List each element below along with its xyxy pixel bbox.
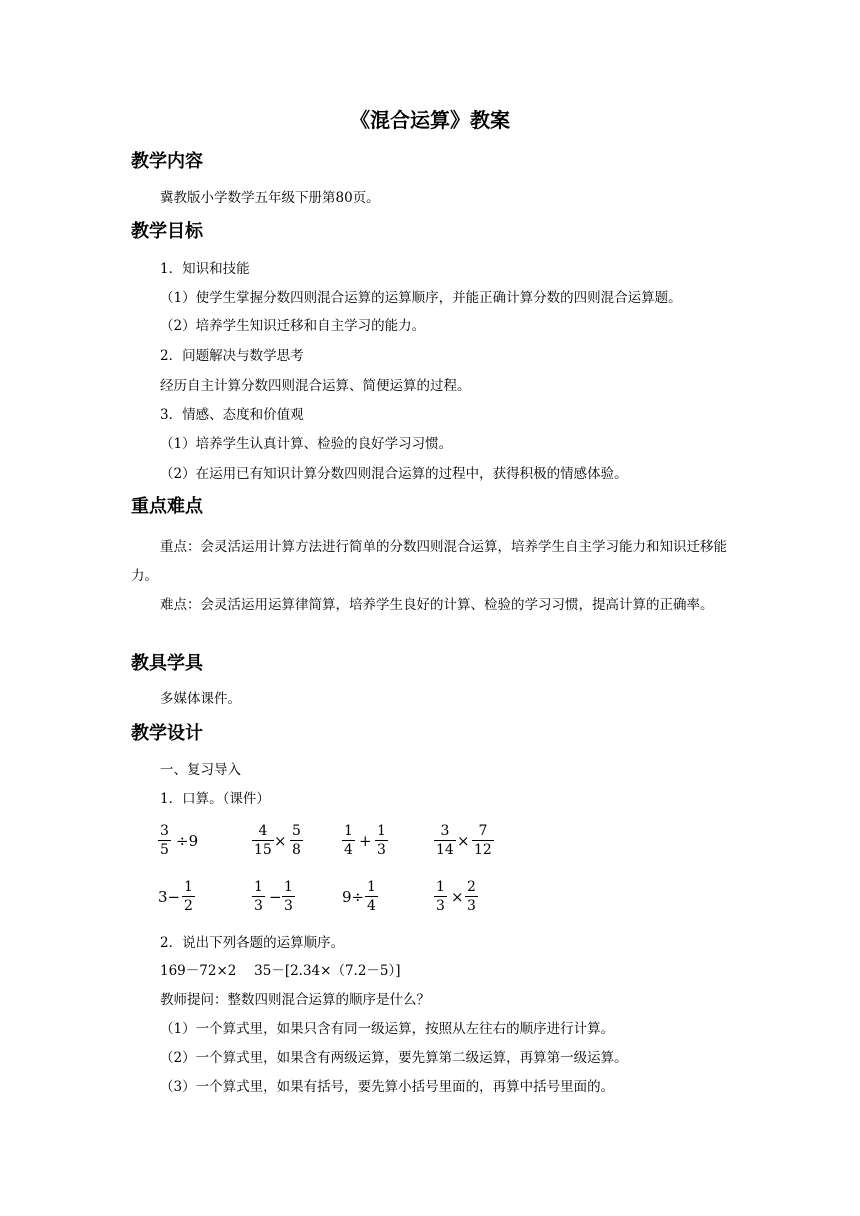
key-point-focus: 重点：会灵活运用计算方法进行简单的分数四则混合运算，培养学生自主学习能力和知识迁移能力。 <box>131 539 727 584</box>
tools-text: 多媒体课件。 <box>160 691 241 707</box>
heading-teaching-design: 教学设计 <box>131 723 203 744</box>
fraction: $\frac{1}{2}$ <box>184 879 193 914</box>
design-intro: 一、复习导入 <box>160 762 241 778</box>
fraction: $\frac{3}{5}$ <box>160 823 169 858</box>
heading-teaching-tools: 教具学具 <box>131 653 203 674</box>
content-text: 冀教版小学数学五年级下册第80页。 <box>160 190 380 206</box>
goal-line: 3．情感、态度和价值观 <box>160 407 304 423</box>
fraction: $\frac{2}{3}$ <box>467 879 476 914</box>
operator: 3− <box>158 888 181 906</box>
heading-key-points: 重点难点 <box>131 496 203 517</box>
heading-teaching-content: 教学内容 <box>131 151 203 172</box>
goal-line: （2）在运用已有知识计算分数四则混合运算的过程中，获得积极的情感体验。 <box>160 466 628 482</box>
goal-line: 经历自主计算分数四则混合运算、简便运算的过程。 <box>160 378 471 394</box>
fraction: $\frac{4}{15}$ <box>254 823 272 858</box>
fraction: $\frac{1}{3}$ <box>436 879 445 914</box>
goal-line: （1）培养学生认真计算、检验的良好学习习惯。 <box>160 436 453 452</box>
design-item-2: 2．说出下列各题的运算顺序。 <box>160 935 345 951</box>
goal-line: 2．问题解决与数学思考 <box>160 348 304 364</box>
fraction: $\frac{1}{3}$ <box>254 879 263 914</box>
goal-line: （2）培养学生知识迁移和自主学习的能力。 <box>160 318 426 334</box>
design-item-1: 1．口算。（课件） <box>160 791 270 807</box>
fraction: $\frac{1}{3}$ <box>284 879 293 914</box>
operator: + <box>359 832 372 850</box>
operator: 9÷ <box>342 888 365 906</box>
fraction: $\frac{1}{4}$ <box>367 879 376 914</box>
fraction: $\frac{1}{3}$ <box>377 823 386 858</box>
operator: × <box>274 832 287 850</box>
operator: ÷9 <box>176 832 199 850</box>
answer-line: （1）一个算式里，如果只含有同一级运算，按照从左往右的顺序进行计算。 <box>160 1021 615 1037</box>
heading-teaching-goals: 教学目标 <box>131 221 203 242</box>
operator: − <box>269 888 282 906</box>
key-point-difficulty: 难点：会灵活运用运算律简算，培养学生良好的计算、检验的学习习惯，提高计算的正确率。 <box>160 597 714 613</box>
operator: × <box>451 888 464 906</box>
document-title: 《混合运算》教案 <box>350 108 510 132</box>
fraction: $\frac{7}{12}$ <box>474 823 492 858</box>
answer-line: （2）一个算式里，如果含有两级运算，要先算第二级运算，再算第一级运算。 <box>160 1050 628 1066</box>
fraction: $\frac{1}{4}$ <box>344 823 353 858</box>
expression-line: 169－72×2 35－[2.34×（7.2－5）] <box>160 963 401 979</box>
fraction: $\frac{5}{8}$ <box>292 823 301 858</box>
answer-line: （3）一个算式里，如果有括号，要先算小括号里面的，再算中括号里面的。 <box>160 1079 615 1095</box>
fraction: $\frac{3}{14}$ <box>436 823 454 858</box>
operator: × <box>457 832 470 850</box>
teacher-question: 教师提问：整数四则混合运算的顺序是什么？ <box>160 992 430 1008</box>
goal-line: 1．知识和技能 <box>160 261 250 277</box>
goal-line: （1）使学生掌握分数四则混合运算的运算顺序，并能正确计算分数的四则混合运算题。 <box>160 290 682 306</box>
